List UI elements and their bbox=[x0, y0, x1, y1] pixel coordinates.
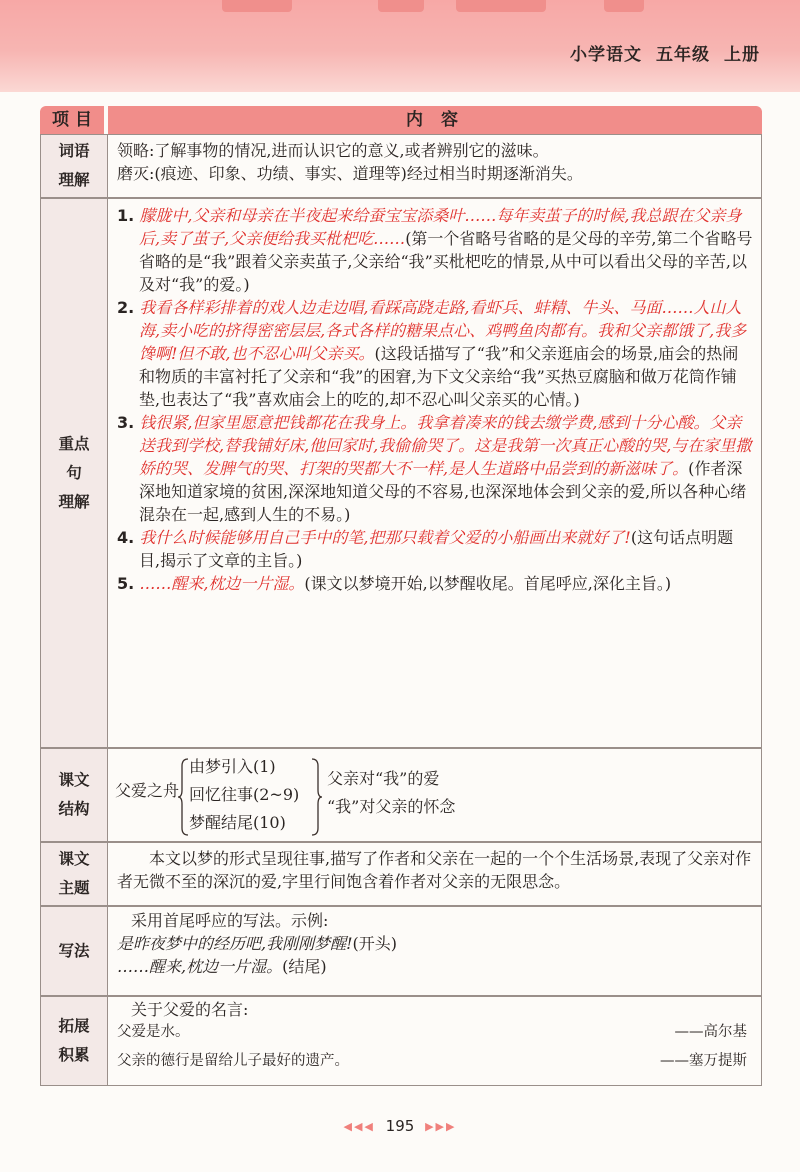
quoted-sentence: 朦胧中,父亲和母亲在半夜起来给蚕宝宝添桑叶……每年卖茧子的时候,我总跟在父亲身后,卖了茧子,父亲便给我买枇杷吃…… bbox=[139, 206, 742, 248]
structure-result: “我”对父亲的怀念 bbox=[327, 797, 456, 816]
label-line: 积累 bbox=[58, 1046, 90, 1064]
quoted-sentence: ……醒来,枕边一片湿。 bbox=[139, 574, 305, 593]
row-writing-method bbox=[40, 906, 762, 996]
label-line: 理解 bbox=[58, 492, 90, 511]
header-deco bbox=[604, 0, 644, 12]
header-subject: 小学语文 bbox=[570, 45, 642, 65]
row-label bbox=[41, 135, 108, 197]
row-label bbox=[41, 749, 108, 841]
sentence-item bbox=[117, 295, 753, 410]
header-volume: 上册 bbox=[724, 45, 760, 65]
quoted-sentence: 我什么时候能够用自己手中的笔,把那只载着父爱的小船画出来就好了! bbox=[139, 528, 631, 547]
quote-text: 父亲的德行是留给儿子最好的遗产。 bbox=[117, 1053, 349, 1069]
structure-branch: 梦醒结尾(10) bbox=[189, 813, 286, 832]
row-theme bbox=[40, 842, 762, 906]
example-ending: ……醒来,枕边一片湿。 bbox=[117, 957, 283, 976]
page-number: 195 bbox=[385, 1117, 415, 1135]
table-header-content: 内 容 bbox=[108, 106, 762, 134]
left-brace bbox=[177, 758, 189, 836]
row-structure bbox=[40, 748, 762, 842]
right-arrows-icon: ▶▶▶ bbox=[425, 1120, 457, 1133]
example-note: (结尾) bbox=[282, 957, 327, 976]
row-label bbox=[41, 199, 108, 747]
label-line: 结构 bbox=[58, 800, 90, 818]
vocab-line: 领略:了解事物的情况,进而认识它的意义,或者辨别它的滋味。 bbox=[117, 141, 549, 160]
row-content bbox=[115, 752, 753, 840]
label-line: 理解 bbox=[58, 171, 90, 189]
row-vocabulary bbox=[40, 134, 762, 198]
method-example bbox=[117, 931, 753, 954]
sentence-note: (第一个省略号省略的是父母的辛劳,第二个省略号省略的是“我”跟着父亲卖茧子,父亲给“我”买枇杷吃的情景,从中可以看出父母的辛苦,以及对“我”的爱。) bbox=[139, 229, 753, 294]
sentence-item bbox=[117, 525, 753, 571]
row-label bbox=[41, 843, 108, 905]
left-arrows-icon: ◀◀◀ bbox=[343, 1120, 375, 1133]
sentence-note: (这句话点明题目,揭示了文章的主旨。) bbox=[139, 528, 734, 570]
method-line: 采用首尾呼应的写法。示例: bbox=[131, 911, 329, 930]
table-header-item: 项 目 bbox=[40, 106, 104, 134]
sentence-item bbox=[117, 571, 753, 594]
row-content bbox=[117, 908, 753, 977]
quote-author: ——塞万提斯 bbox=[660, 1053, 747, 1069]
quote-author: ——高尔基 bbox=[674, 1024, 747, 1040]
label-line: 写法 bbox=[58, 941, 90, 960]
item-number: 5. bbox=[117, 574, 135, 593]
label-line: 重点句 bbox=[58, 434, 90, 482]
structure-root: 父爱之舟 bbox=[115, 781, 180, 800]
item-number: 1. bbox=[117, 206, 135, 225]
vocab-line: 磨灭:(痕迹、印象、功绩、事实、道理等)经过相当时期逐渐消失。 bbox=[117, 164, 583, 183]
page-footer bbox=[0, 1117, 800, 1135]
label-line: 课文 bbox=[58, 771, 90, 789]
header-deco bbox=[456, 0, 546, 12]
extension-intro: 关于父爱的名言: bbox=[131, 1000, 249, 1019]
quoted-sentence: 钱很紧,但家里愿意把钱都花在我身上。我拿着凑来的钱去缴学费,感到十分心酸。父亲送我到学校,替我铺好床,他回家时,我偷偷哭了。这是我第一次真正心酸的哭,与在家里撒娇的哭、发脾气的哭、打架的哭都大不一样,是人生道路中品尝到的新滋味了。 bbox=[139, 413, 752, 478]
row-label bbox=[41, 997, 108, 1085]
row-content bbox=[117, 203, 753, 594]
structure-branch: 回忆往事(2~9) bbox=[189, 785, 300, 804]
item-number: 4. bbox=[117, 528, 135, 547]
sentence-note: (作者深深地知道家境的贫困,深深地知道父母的不容易,也深深地体会到父亲的爱,所以各种心绪混杂在一起,感到人生的不易。) bbox=[139, 459, 747, 524]
structure-diagram bbox=[115, 752, 753, 840]
structure-branch: 由梦引入(1) bbox=[189, 757, 276, 776]
label-line: 拓展 bbox=[58, 1017, 90, 1035]
example-opening: 是昨夜梦中的经历吧,我刚刚梦醒! bbox=[117, 934, 353, 953]
label-line: 词语 bbox=[58, 142, 90, 160]
quote-text: 父爱是水。 bbox=[117, 1024, 190, 1040]
row-extension bbox=[40, 996, 762, 1086]
label-line: 主题 bbox=[58, 879, 90, 897]
quote bbox=[117, 1020, 753, 1049]
sentence-item bbox=[117, 203, 753, 295]
row-content bbox=[117, 997, 753, 1078]
sentence-item bbox=[117, 410, 753, 525]
row-content bbox=[117, 846, 753, 892]
example-note: (开头) bbox=[352, 934, 398, 953]
right-brace bbox=[311, 758, 323, 836]
row-label bbox=[41, 907, 108, 995]
sentence-note: (这段话描写了“我”和父亲逛庙会的场景,庙会的热闹和物质的丰富衬托了父亲和“我”的困窘,为下文父亲给“我”买热豆腐脑和做万花筒作铺垫,也表达了“我”喜欢庙会上的吃的,却不忍心叫父亲买的心情。) bbox=[139, 344, 739, 409]
quote bbox=[117, 1049, 753, 1078]
sentence-note: (课文以梦境开始,以梦醒收尾。首尾呼应,深化主旨。) bbox=[304, 574, 672, 593]
label-line: 课文 bbox=[58, 850, 90, 868]
quoted-sentence: 我看各样彩排着的戏人边走边唱,看踩高跷走路,看虾兵、蚌精、牛头、马面……人山人海,卖小吃的挤得密密层层,各式各样的糖果点心、鸡鸭鱼肉都有。我和父亲都饿了,我多馋啊!但不敢,也不忍心叫父亲买。 bbox=[139, 298, 747, 363]
item-number: 2. bbox=[117, 298, 135, 317]
theme-text: 本文以梦的形式呈现往事,描写了作者和父亲在一起的一个个生活场景,表现了父亲对作者无微不至的深沉的爱,字里行间饱含着作者对父亲的无限思念。 bbox=[117, 849, 752, 891]
header-deco bbox=[222, 0, 292, 12]
structure-result: 父亲对“我”的爱 bbox=[327, 769, 440, 788]
item-number: 3. bbox=[117, 413, 135, 432]
book-header bbox=[556, 40, 760, 65]
header-deco bbox=[378, 0, 424, 12]
header-grade: 五年级 bbox=[656, 45, 710, 65]
method-example bbox=[117, 954, 753, 977]
row-key-sentences bbox=[40, 198, 762, 748]
row-content bbox=[117, 138, 753, 184]
